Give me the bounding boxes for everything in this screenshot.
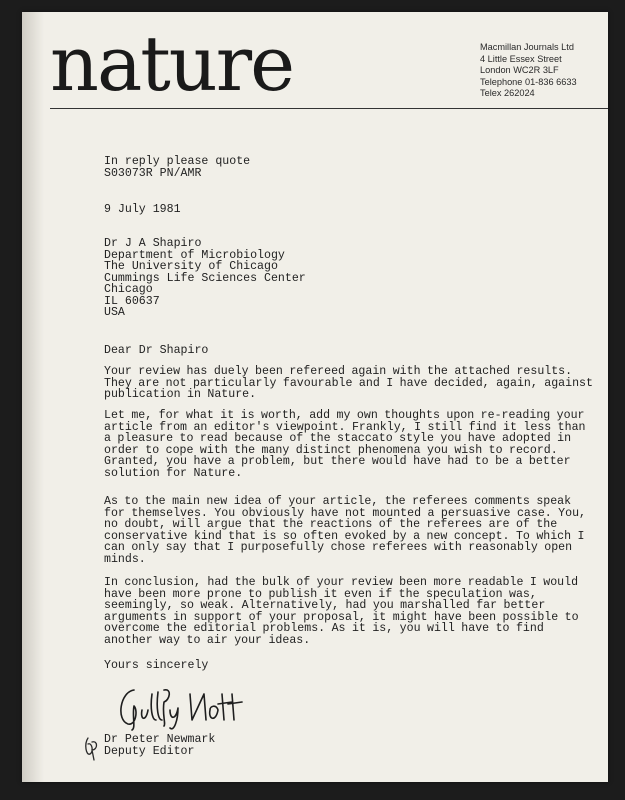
recipient-line: Cummings Life Sciences Center — [104, 271, 306, 285]
body-paragraph: In conclusion, had the bulk of your review been more readable I would have been more prone to publish it even if the speculation was, seemingly, so weak. Alternatively, had you marshalled far better arguments in support of your proposal, it might have been possible to overcome the editorial problems. As it is, you will have to find another way to air your ideas. — [104, 576, 579, 647]
recipient-line: Department of Microbiology — [104, 248, 285, 262]
reference-line: In reply please quote — [104, 155, 251, 168]
address-line: London WC2R 3LF — [480, 65, 559, 75]
recipient-line: Chicago — [104, 283, 153, 296]
recipient-line: USA — [104, 306, 125, 319]
reference-code: S03073R PN/AMR — [104, 166, 202, 180]
recipient-line: IL 60637 — [104, 294, 160, 308]
body-paragraph: Let me, for what it is worth, add my own thoughts upon re-reading your article from an editor's viewpoint. Frankly, I still find it less than a pleasure to read because of the staccato style you have adopted in order to cope with the many distinct phenomena you wish to record. Granted, you have a problem, but there would have had to be a better solution for Nature. — [104, 409, 586, 480]
address-line: Macmillan Journals Ltd — [480, 42, 574, 52]
address-line: Telephone 01-836 6633 — [480, 76, 577, 87]
recipient-line: Dr J A Shapiro — [104, 237, 202, 250]
closing: Yours sincerely — [104, 659, 209, 672]
signatory-title: Deputy Editor — [104, 744, 195, 758]
signatory-name: Dr Peter Newmark — [104, 733, 216, 746]
publisher-address — [480, 42, 577, 100]
letter-date: 9 July 1981 — [104, 203, 181, 216]
letterhead-rule — [50, 108, 608, 109]
recipient-address — [104, 238, 306, 319]
body-paragraph: As to the main new idea of your article, the referees comments speak for themselves. You obviously have not mounted a persuasive case. You, no doubt, will argue that the reactions of the referees are of the conservative kind that is so often evoked by a new concept. To which I can only say that I purposefully chose referees with reasonably open minds. — [104, 495, 587, 566]
address-line: Telex 262024 — [480, 88, 535, 98]
handwritten-signature — [112, 680, 252, 732]
reference-block — [104, 156, 250, 179]
recipient-line: The University of Chicago — [104, 260, 278, 273]
salutation: Dear Dr Shapiro — [104, 344, 209, 357]
address-line: 4 Little Essex Street — [480, 53, 562, 64]
page-edge-shadow — [22, 12, 44, 782]
nature-masthead: nature — [50, 19, 294, 108]
letter-page — [22, 12, 608, 782]
handwritten-initials — [82, 734, 102, 764]
body-paragraph: Your review has duely been refereed again with the attached results. They are not particularly favourable and I have decided, again, against publication in Nature. — [104, 365, 593, 402]
signatory-block — [104, 734, 215, 757]
